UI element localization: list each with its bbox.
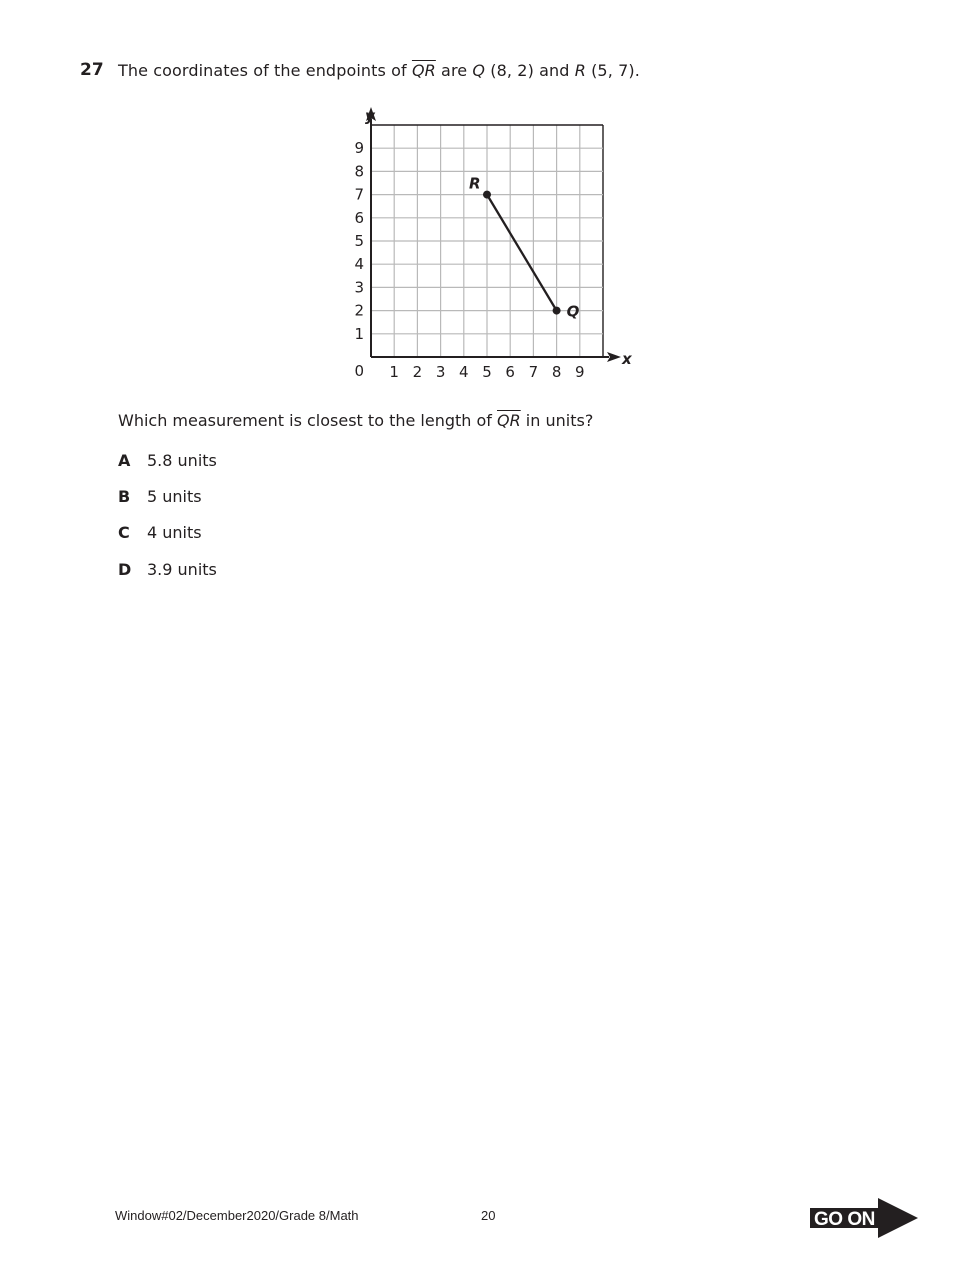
page-number: 20 [481, 1208, 496, 1223]
choice-c[interactable] [118, 523, 202, 542]
x-tick-label: 9 [575, 363, 585, 381]
prompt-before: Which measurement is closest to the length of [118, 411, 497, 430]
prompt-after: in units? [520, 411, 594, 430]
point-q [553, 307, 561, 315]
y-axis-label: y [365, 107, 375, 125]
choice-d[interactable] [118, 560, 217, 579]
choice-letter: C [118, 523, 130, 542]
x-tick-label: 3 [435, 363, 446, 381]
segment-qr [487, 195, 557, 311]
x-tick-label: 6 [505, 363, 515, 381]
y-tick-label: 2 [354, 301, 364, 320]
point-q-coords: (8, 2) and [485, 61, 575, 80]
question-number: 27 [80, 60, 104, 80]
choice-text: 3.9 units [147, 560, 217, 579]
choice-text: 4 units [147, 523, 202, 542]
x-axis-arrow-icon [607, 352, 621, 362]
y-tick-label: 7 [354, 185, 364, 204]
x-tick-label: 8 [551, 363, 562, 381]
choice-b[interactable] [118, 487, 202, 506]
x-axis-label: x [622, 350, 632, 368]
y-tick-label: 6 [354, 208, 364, 227]
segment-qr-label: $\overline{QR}$ [411, 61, 436, 80]
stem-are: are [435, 61, 473, 80]
stem-intro: The coordinates of the endpoints of [118, 61, 412, 80]
choice-letter: A [118, 451, 131, 470]
choice-letter: B [118, 487, 131, 506]
choice-a[interactable] [118, 451, 217, 470]
y-tick-label: 9 [354, 139, 364, 158]
point-q-name: Q [472, 61, 486, 80]
point-label-r: R [469, 174, 481, 193]
question-prompt [118, 411, 593, 430]
y-tick-label: 5 [354, 232, 364, 250]
y-tick-label: 3 [354, 278, 364, 297]
point-r [483, 191, 491, 199]
x-tick-label: 7 [528, 363, 539, 381]
point-r-name: R [574, 61, 586, 80]
point-label-q: Q [566, 302, 580, 321]
y-tick-label: 1 [354, 324, 364, 343]
prompt-segment-qr: $\overline{QR}$ [497, 411, 521, 430]
x-tick-label: 5 [482, 363, 492, 381]
y-tick-label: 4 [354, 255, 364, 274]
y-tick-label: 8 [354, 162, 364, 181]
choice-text: 5.8 units [147, 451, 217, 470]
footer-test-id: Window#02/December2020/Grade 8/Math [115, 1208, 359, 1223]
coordinate-graph [0, 0, 979, 420]
x-tick-label: 2 [412, 363, 423, 381]
x-tick-label: 1 [389, 363, 399, 381]
point-r-coords: (5, 7). [585, 61, 640, 80]
choice-letter: D [118, 560, 132, 579]
go-on-label: GO ON [814, 1209, 875, 1230]
x-tick-label: 4 [459, 363, 469, 381]
origin-label: 0 [354, 362, 364, 380]
choice-text: 5 units [147, 487, 202, 506]
